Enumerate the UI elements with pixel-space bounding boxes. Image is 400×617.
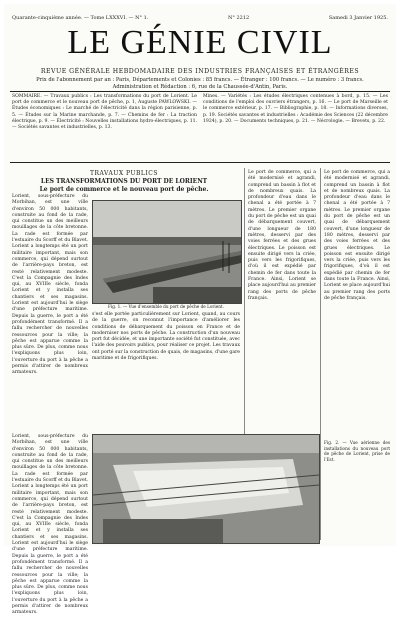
aerial-photo (92, 434, 320, 544)
article-headline: LES TRANSFORMATIONS DU PORT DE LORIENT (40, 178, 208, 185)
issue-number: N° 2212 (228, 15, 250, 21)
article-column-3-right: Le port de commerce, qui a été modernisé et agrandi, comprend un bassin à flot et de nombreux quais. La profondeur d'eau dans le chenal a été portée à 7 mètres. Le premier organe du port de pêche est un quai de débarquement couvert, d'une longueur de 180 mètres, desservi par des voies ferrées et des grues électriques. Le poisson est ensuite dirigé vers la criée, puis vers les frigorifiques, d'où il est expédié par chemin de fer dans toute la France. Ainsi, Lorient se place aujourd'hui au premier rang des ports de pêche français. (324, 170, 390, 301)
figure-1-caption: Fig. 1. — Vue d'ensemble du port de pêche de Lorient. (108, 304, 224, 309)
harbour-photo (92, 200, 242, 304)
section-title: TRAVAUX PUBLICS (89, 170, 158, 177)
masthead-title: LE GÉNIE CIVIL (67, 24, 333, 61)
harbour-photo-graphic (93, 201, 241, 303)
year-line: Quarante-cinquième année. — Tome LXXXVI. — N° 1. (12, 15, 149, 21)
figure-2-caption: Fig. 2. — Vue aérienne des installations du nouveau port de pêche de Lorient, prise de l'Est. (324, 440, 390, 462)
aerial-photo-graphic (93, 435, 319, 543)
administration-address: Administration et Rédaction : 6, rue de la Chaussée-d'Antin, Paris. (112, 84, 288, 90)
article-column-3-left: Le port de commerce, qui a été modernisé et agrandi, comprend un bassin à flot et de nombreux quais. La profondeur d'eau dans le chenal a été portée à 7 mètres. Le premier organe du port de pêche est un quai de débarquement couvert, d'une longueur de 180 mètres, desservi par des voies ferrées et des grues électriques. Le poisson est ensuite dirigé vers la criée, puis vers les frigorifiques, d'où il est expédié par chemin de fer dans toute la France. Ainsi, Lorient se place aujourd'hui au premier rang des ports de pêche français. (248, 170, 316, 301)
summary-left: SOMMAIRE. — Travaux publics : Les transformations du port de Lorient. Le port de commerce et le nouveau port de pêche, p. 1, Auguste PAWLOWSKI. — Études économiques : Le marché de l'électricité dans la région parisienne, p. 5. — Études sur la Marine marchande, p. 7. — Chemins de fer : La traction électrique, p. 9. — Électricité : Nouvelles installations hydro-électriques, p. 11. — Sociétés savantes et industrielles, p. 13. (12, 94, 197, 131)
divider (10, 162, 390, 163)
masthead-subtitle: REVUE GÉNÉRALE HEBDOMADAIRE DES INDUSTRIES FRANÇAISES ET ÉTRANGÈRES (40, 68, 360, 75)
article-column-1-continued: Lorient, sous-préfecture du Morbihan, est une ville d'environ 50 000 habitants, construite au fond de la rade, qui constitue un des meilleurs mouillages de la côte bretonne. La rade est formée par l'estuaire du Scorff et du Blavet. Lorient a longtemps été un port militaire important, mais son commerce, qui dépend surtout de l'arrière-pays breton, est resté relativement modeste. C'est la Compagnie des Indes qui, au XVIIIe siècle, fonda Lorient et y installa ses chantiers et ses magasins. Lorient est aujourd'hui le siège d'une préfecture maritime. Depuis la guerre, le port a été profondément transformé. Il a fallu rechercher de nouvelles ressources pour la ville; la pêche est apparue comme la plus sûre. De plus, comme nous l'expliquons plus loin, l'ouverture du port à la pêche a permis d'attirer de nombreux armateurs. (12, 434, 88, 616)
subscription-pricing: Prix de l'abonnement par an : Paris, Départements et Colonies : 85 francs. — Étranger : 100 francs. — Le numéro : 3 francs. (36, 77, 364, 83)
divider (10, 91, 390, 92)
article-column-2: s'est elle portée particulièrement sur Lorient, quand, au cours de la guerre, on reconnut l'importance d'améliorer les conditions de débarquement du poisson en France et de moderniser nos ports de pêche. La construction d'un nouveau port fut décidée, et une importante société fut constituée, avec l'aide des pouvoirs publics, pour réaliser ce projet. Les travaux ont porté sur la construction de quais, de magasins, d'une gare maritime et de frigorifiques. (92, 312, 240, 362)
newspaper-page (4, 4, 396, 616)
issue-date: Samedi 3 Janvier 1925. (328, 15, 388, 21)
article-subheadline: Le port de commerce et le nouveau port de pêche. (39, 186, 209, 193)
summary-right: Mines. — Variétés : Les études électriques contenues à bord, p. 15. — Les conditions de l'emploi des ouvriers étrangers, p. 16. — Le port de Marseille et le commerce extérieur, p. 17. — Bibliographie, p. 18. — Informations diverses, p. 19. Sociétés savantes et industrielles : Académie des Sciences (22 décembre 1924), p. 20. — Documents techniques, p. 21. — Nécrologie. — Brevets, p. 22. (203, 94, 388, 124)
article-column-1: Lorient, sous-préfecture du Morbihan, est une ville d'environ 50 000 habitants, construite au fond de la rade, qui constitue un des meilleurs mouillages de la côte bretonne. La rade est formée par l'estuaire du Scorff et du Blavet. Lorient a longtemps été un port militaire important, mais son commerce, qui dépend surtout de l'arrière-pays breton, est resté relativement modeste. C'est la Compagnie des Indes qui, au XVIIIe siècle, fonda Lorient et y installa ses chantiers et ses magasins. Lorient est aujourd'hui le siège d'une préfecture maritime. Depuis la guerre, le port a été profondément transformé. Il a fallu rechercher de nouvelles ressources pour la ville; la pêche est apparue comme la plus sûre. De plus, comme nous l'expliquons plus loin, l'ouverture du port à la pêche a permis d'attirer de nombreux armateurs. (12, 194, 88, 376)
column-divider (320, 168, 321, 540)
issue-header (12, 14, 388, 22)
summary-block (12, 94, 388, 158)
